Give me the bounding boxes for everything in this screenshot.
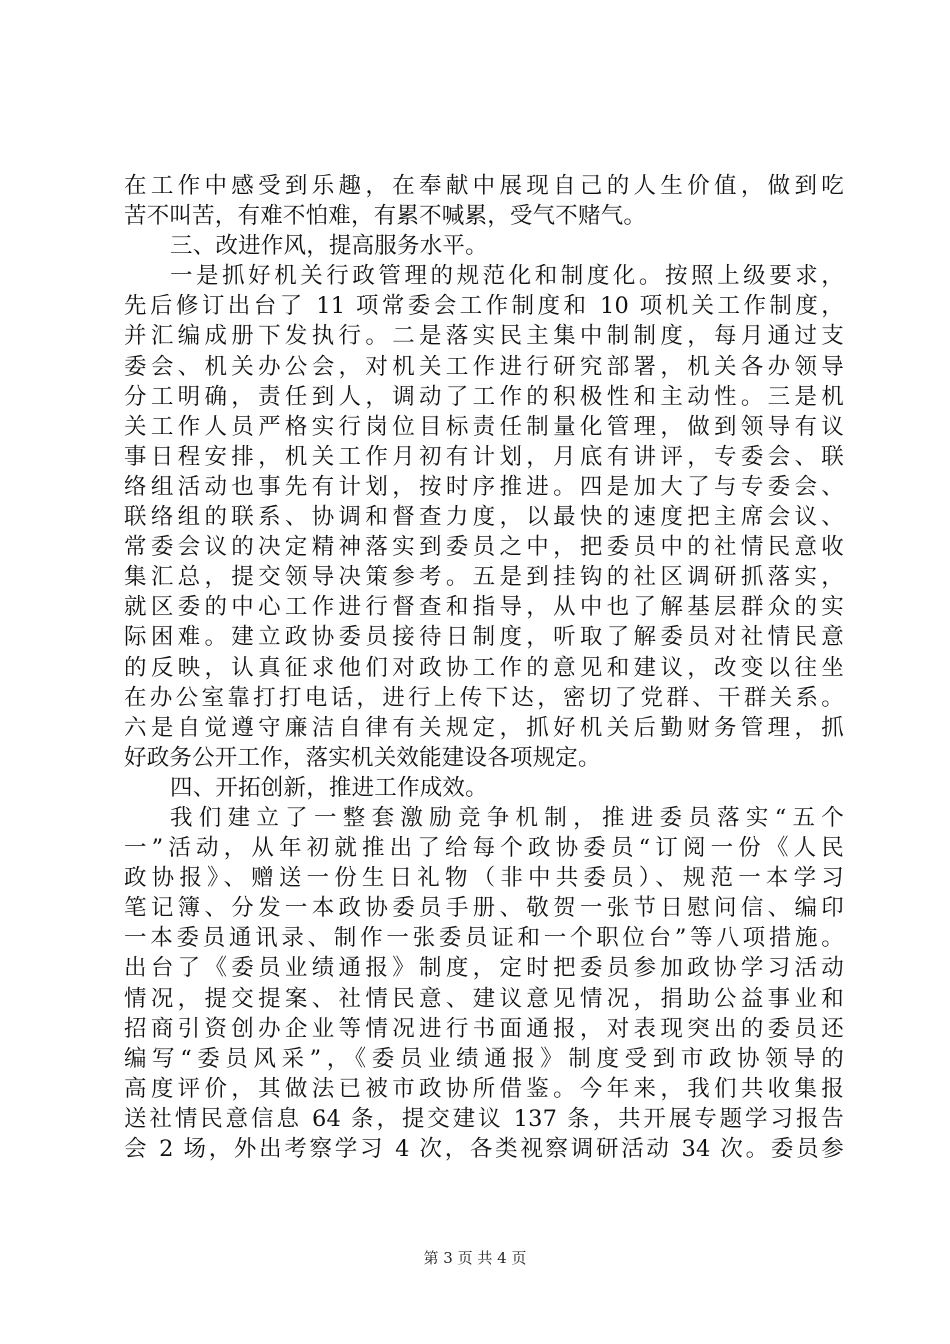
text-line: 政协报》、赠送一份生日礼物（非中共委员）、规范一本学习 (124, 865, 844, 892)
text-line: 络组活动也事先有计划，按时序推进。四是加大了与专委会、 (124, 473, 844, 500)
text-line: 我们建立了一整套激励竞争机制，推进委员落实“五个 (170, 804, 844, 831)
text-line: 就区委的中心工作进行督查和指导，从中也了解基层群众的实 (124, 594, 844, 621)
text-line: 在办公室靠打打电话，进行上传下达，密切了党群、干群关系。 (124, 684, 844, 711)
text-line: 高度评价，其做法已被市政协所借鉴。今年来，我们共收集报 (124, 1075, 844, 1102)
text-line: 在工作中感受到乐趣，在奉献中展现自己的人生价值，做到吃 (124, 173, 844, 199)
text-line: 并汇编成册下发执行。二是落实民主集中制制度，每月通过支 (124, 323, 844, 350)
text-line: 事日程安排，机关工作月初有计划，月底有讲评，专委会、联 (124, 443, 844, 470)
text-line: 好政务公开工作，落实机关效能建设各项规定。 (124, 744, 601, 771)
page-number-footer: 第 3 页 共 4 页 (423, 1249, 527, 1267)
text-line: 出台了《委员业绩通报》制度，定时把委员参加政协学习活动 (124, 955, 844, 982)
text-line: 招商引资创办企业等情况进行书面通报，对表现突出的委员还 (124, 1015, 844, 1042)
text-line: 一”活动，从年初就推出了给每个政协委员“订阅一份《人民 (124, 835, 844, 862)
text-line: 委会、机关办公会，对机关工作进行研究部署，机关各办领导 (124, 353, 844, 380)
text-line: 关工作人员严格实行岗位目标责任制量化管理，做到领导有议 (124, 413, 844, 440)
section-heading: 三、改进作风，提高服务水平。 (170, 233, 488, 260)
text-line: 会 2 场，外出考察学习 4 次，各类视察调研活动 34 次。委员参 (124, 1136, 844, 1162)
text-line: 一本委员通讯录、制作一张委员证和一个职位台”等八项措施。 (124, 925, 844, 952)
text-line: 六是自觉遵守廉洁自律有关规定，抓好机关后勤财务管理，抓 (124, 714, 844, 741)
text-line: 笔记簿、分发一本政协委员手册、敬贺一张节日慰问信、编印 (124, 895, 844, 922)
text-line: 一是抓好机关行政管理的规范化和制度化。按照上级要求， (170, 263, 844, 290)
text-line: 集汇总，提交领导决策参考。五是到挂钩的社区调研抓落实， (124, 564, 844, 591)
text-line: 先后修订出台了 11 项常委会工作制度和 10 项机关工作制度， (124, 293, 844, 320)
text-line: 分工明确，责任到人，调动了工作的积极性和主动性。三是机 (124, 383, 844, 410)
text-line: 送社情民意信息 64 条，提交建议 137 条，共开展专题学习报告 (124, 1105, 844, 1132)
text-line: 苦不叫苦，有难不怕难，有累不喊累，受气不赌气。 (124, 203, 647, 230)
text-line: 际困难。建立政协委员接待日制度，听取了解委员对社情民意 (124, 624, 844, 651)
text-line: 常委会议的决定精神落实到委员之中，把委员中的社情民意收 (124, 534, 844, 561)
text-line: 的反映，认真征求他们对政协工作的意见和建议，改变以往坐 (124, 654, 844, 681)
text-line: 联络组的联系、协调和督查力度，以最快的速度把主席会议、 (124, 504, 844, 531)
section-heading: 四、开拓创新，推进工作成效。 (170, 774, 488, 801)
body-text (124, 171, 844, 1164)
text-line: 编写“委员风采”，《委员业绩通报》制度受到市政协领导的 (124, 1045, 844, 1072)
text-line: 情况，提交提案、社情民意、建议意见情况，捐助公益事业和 (124, 985, 844, 1012)
